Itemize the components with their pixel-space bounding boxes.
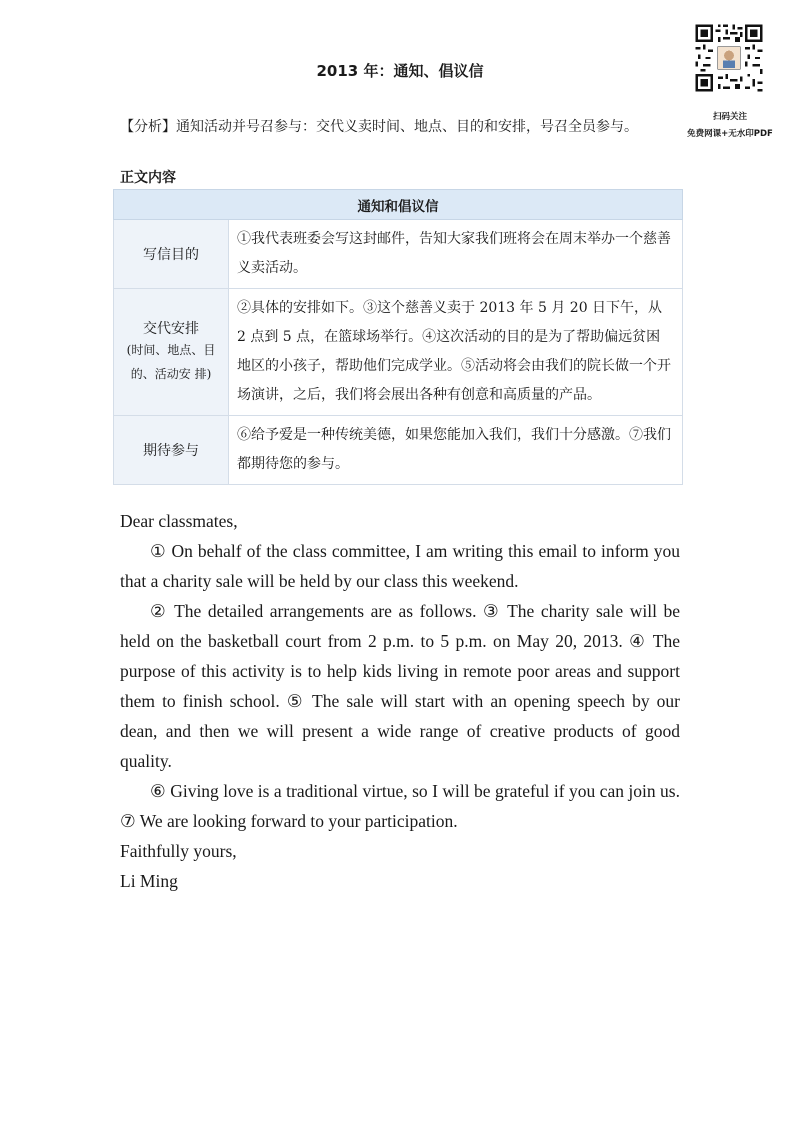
row-label [114,220,229,289]
qr-code-icon[interactable] [693,22,765,94]
table-row [114,220,683,289]
letter-paragraph: ② The detailed arrangements are as follows. ③ The charity sale will be held on the basketball court from 2 p.m. to 5 p.m. on May 20, 2013. ④ The purpose of this activity is to help kids living in remote poor areas and support them to finish school. ⑤ The sale will start with an opening speech by our dean, and then we will present a wide range of creative products of good quality. [120,601,680,771]
letter-greeting: Dear classmates, [120,511,238,531]
qr-caption-follow: 扫码关注 [712,112,747,122]
analysis-text: 【分析】通知活动并号召参与：交代义卖时间、地点、目的和安排，号召全员参与。 [120,119,638,135]
letter-signature: Li Ming [120,871,178,891]
row-content: ②具体的安排如下。③这个慈善义卖于 2013 年 5 月 20 日下午，从 2 点到 5 点，在篮球场举行。④这次活动的目的是为了帮助偏远贫困地区的小孩子，帮助他们完成学业。⑤活动将会由我们的院长做一个开场演讲，之后，我们将会展出各种有创意和高质量的产品。 [229,289,683,416]
outline-table [113,189,683,485]
row-label-text: 交代安排 [143,321,199,337]
row-content: ①我代表班委会写这封邮件，告知大家我们班将会在周末举办一个慈善义卖活动。 [229,220,683,289]
row-label-text: 写信目的 [143,247,199,263]
row-label-text: 期待参与 [143,443,199,459]
table-title: 通知和倡议信 [114,190,683,220]
letter-closing: Faithfully yours, [120,841,237,861]
table-row [114,289,683,416]
letter-paragraph: ① On behalf of the class committee, I am writing this email to inform you that a charity sale will be held by our class this weekend. [120,541,680,591]
letter-body [120,506,680,896]
row-label [114,289,229,416]
row-label [114,416,229,485]
row-content: ⑥给予爱是一种传统美德，如果您能加入我们，我们十分感激。⑦我们都期待您的参与。 [229,416,683,485]
section-heading: 正文内容 [120,170,176,186]
letter-paragraph: ⑥ Giving love is a traditional virtue, so I will be grateful if you can join us. ⑦ We are looking forward to your participation. [120,781,680,831]
page-title: 2013 年：通知、倡议信 [316,62,484,80]
table-row [114,416,683,485]
row-sublabel: (时间、地点、目的、活动安 排) [126,343,216,381]
qr-caption-promo: 免费网课+无水印PDF [687,129,773,139]
